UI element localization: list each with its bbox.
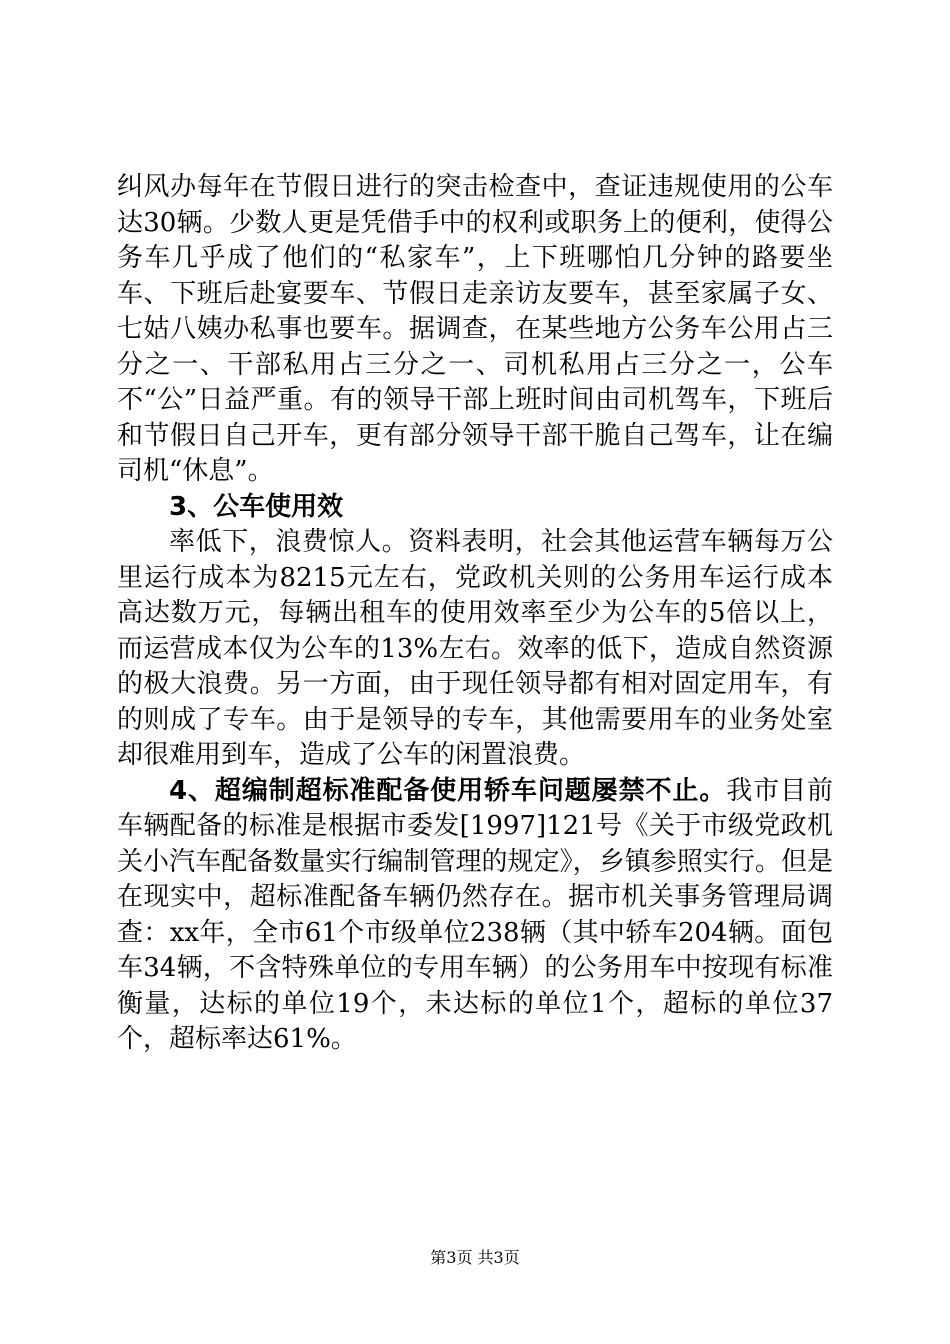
- section-heading-3: 3、公车使用效: [169, 491, 344, 522]
- document-body: [117, 170, 833, 1058]
- paragraph-2: 率低下，浪费惊人。资料表明，社会其他运营车辆每万公里运行成本为8215元左右，党政机关则的公务用车运行成本高达数万元，每辆出租车的使用效率至少为公车的5倍以上，而运营成本仅为公车的13%左右。效率的低下，造成自然资源的极大浪费。另一方面，由于现任领导都有相对固定用车，有的则成了专车。由于是领导的专车，其他需要用车的业务处室却很难用到车，造成了公车的闲置浪费。: [117, 527, 833, 770]
- paragraph-3: 我市目前车辆配备的标准是根据市委发[1997]121号《关于市级党政机关小汽车配备数量实行编制管理的规定》，乡镇参照实行。但是在现实中，超标准配备车辆仍然存在。据市机关事务管理局调查：xx年，全市61个市级单位238辆（其中轿车204辆。面包车34辆，不含特殊单位的专用车辆）的公务用车中按现有标准衡量，达标的单位19个，未达标的单位1个，超标的单位37个，超标率达61%。: [117, 775, 833, 1054]
- paragraph-3-block: [117, 774, 833, 1058]
- page-footer: 第3页 共3页: [430, 1248, 520, 1267]
- paragraph-1: 纠风办每年在节假日进行的突击检查中，查证违规使用的公车达30辆。少数人更是凭借手中的权利或职务上的便利，使得公务车几乎成了他们的“私家车”，上下班哪怕几分钟的路要坐车、下班后赴宴要车、节假日走亲访友要车，甚至家属子女、七姑八姨办私事也要车。据调查，在某些地方公务车公用占三分之一、干部私用占三分之一、司机私用占三分之一，公车不“公”日益严重。有的领导干部上班时间由司机驾车，下班后和节假日自己开车，更有部分领导干部干脆自己驾车，让在编司机“休息”。: [117, 172, 833, 486]
- section-heading-4: 4、超编制超标准配备使用轿车问题屡禁不止。: [169, 775, 727, 806]
